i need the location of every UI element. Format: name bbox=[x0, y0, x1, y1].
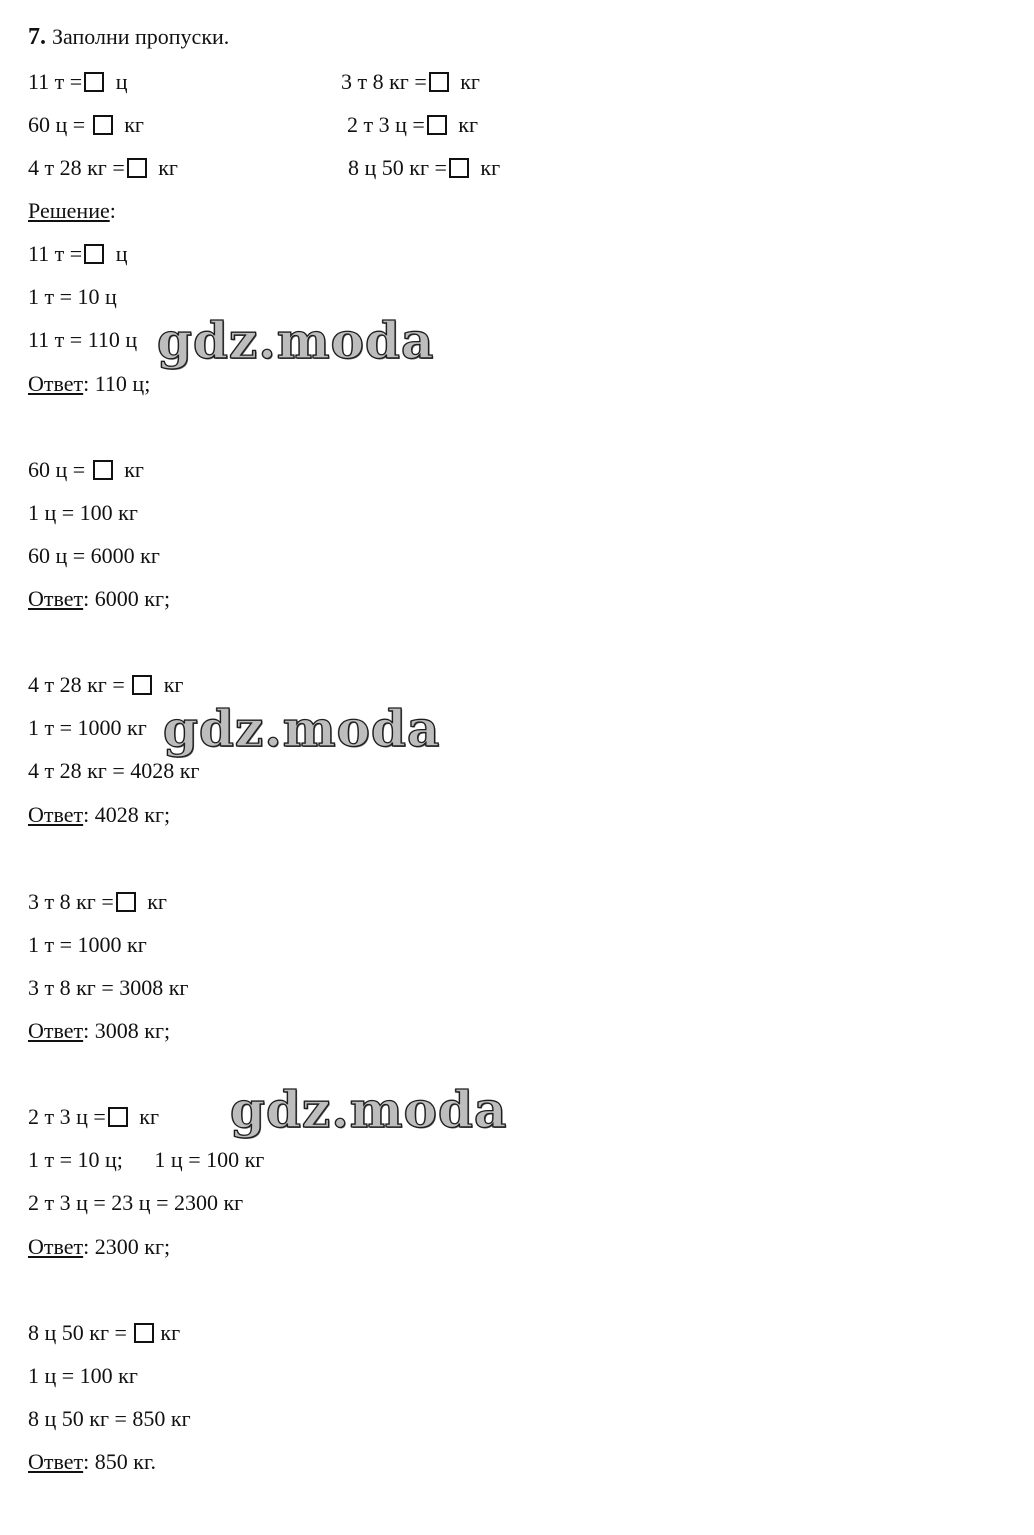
solution-question bbox=[28, 672, 183, 698]
blank-box bbox=[427, 115, 447, 135]
task-unit: кг bbox=[124, 112, 144, 137]
solution-step bbox=[28, 1147, 264, 1173]
answer-line bbox=[28, 371, 150, 397]
step-part: 1 т = 10 ц; bbox=[28, 1147, 123, 1172]
task-unit: кг bbox=[480, 155, 501, 180]
blank-box bbox=[93, 115, 113, 135]
blank-box bbox=[93, 460, 113, 480]
task-expression: 8 ц 50 кг = bbox=[348, 155, 447, 180]
blank-box bbox=[108, 1107, 128, 1127]
task-expression: 4 т 28 кг = bbox=[28, 155, 125, 180]
task-unit: кг bbox=[158, 155, 178, 180]
answer-line bbox=[28, 1449, 156, 1475]
task-unit: кг bbox=[458, 112, 479, 137]
answer-value: : 110 ц; bbox=[83, 371, 151, 396]
solution-step: 1 т = 1000 кг bbox=[28, 932, 147, 957]
question-text: 2 т 3 ц = bbox=[28, 1104, 106, 1129]
task-item bbox=[347, 112, 478, 138]
answer-line bbox=[28, 802, 170, 828]
answer-label: Ответ bbox=[28, 371, 84, 396]
question-text: 11 т = bbox=[28, 241, 83, 266]
task-expression: 3 т 8 кг = bbox=[341, 69, 427, 94]
answer-label: Ответ bbox=[28, 802, 84, 827]
blank-box bbox=[127, 158, 147, 178]
solution-step: 3 т 8 кг = 3008 кг bbox=[28, 975, 189, 1000]
answer-label: Ответ bbox=[28, 1018, 84, 1043]
question-text: 8 ц 50 кг = bbox=[28, 1320, 127, 1345]
solution-step: 4 т 28 кг = 4028 кг bbox=[28, 758, 200, 783]
task-item bbox=[348, 155, 500, 181]
task-item bbox=[28, 155, 178, 181]
solution-question bbox=[28, 889, 167, 915]
answer-line bbox=[28, 586, 170, 612]
watermark: gdz.moda bbox=[230, 1080, 508, 1139]
answer-value: : 3008 кг; bbox=[83, 1018, 171, 1043]
task-item bbox=[28, 69, 128, 95]
question-unit: кг bbox=[147, 889, 167, 914]
solution-question bbox=[28, 1320, 180, 1346]
question-text: 3 т 8 кг = bbox=[28, 889, 114, 914]
solution-step: 1 ц = 100 кг bbox=[28, 1363, 138, 1388]
solution-step: 2 т 3 ц = 23 ц = 2300 кг bbox=[28, 1190, 244, 1215]
question-unit: кг bbox=[160, 1320, 181, 1345]
answer-value: : 6000 кг; bbox=[83, 586, 171, 611]
solution-question bbox=[28, 457, 144, 483]
question-unit: ц bbox=[115, 241, 128, 266]
blank-box bbox=[132, 675, 152, 695]
solution-heading: Решение: bbox=[28, 198, 116, 223]
question-unit: кг bbox=[124, 457, 144, 482]
question-unit: кг bbox=[139, 1104, 160, 1129]
solution-step: 1 т = 1000 кг bbox=[28, 715, 147, 740]
solution-step: 1 ц = 100 кг bbox=[28, 500, 138, 525]
solution-question bbox=[28, 1104, 159, 1130]
task-number: 7. bbox=[28, 24, 46, 50]
solution-step: 60 ц = 6000 кг bbox=[28, 543, 160, 568]
task-item bbox=[28, 112, 144, 138]
task-expression: 11 т = bbox=[28, 69, 83, 94]
step-part: 1 ц = 100 кг bbox=[154, 1147, 265, 1172]
solution-label: Решение bbox=[28, 198, 110, 223]
watermark: gdz.moda bbox=[157, 311, 435, 370]
answer-value: : 2300 кг; bbox=[83, 1234, 171, 1259]
question-text: 60 ц = bbox=[28, 457, 86, 482]
task-unit: кг bbox=[460, 69, 480, 94]
solution-question bbox=[28, 241, 128, 267]
answer-label: Ответ bbox=[28, 586, 84, 611]
answer-value: : 4028 кг; bbox=[83, 802, 171, 827]
answer-label: Ответ bbox=[28, 1449, 84, 1474]
solution-step: 1 т = 10 ц bbox=[28, 284, 117, 309]
answer-line bbox=[28, 1234, 170, 1260]
answer-line bbox=[28, 1018, 170, 1044]
task-item bbox=[341, 69, 480, 95]
task-unit: ц bbox=[115, 69, 128, 94]
watermark: gdz.moda bbox=[163, 699, 441, 758]
blank-box bbox=[134, 1323, 154, 1343]
task-header bbox=[28, 24, 229, 50]
blank-box bbox=[449, 158, 469, 178]
solution-step: 11 т = 110 ц bbox=[28, 327, 138, 352]
blank-box bbox=[116, 892, 136, 912]
blank-box bbox=[84, 72, 104, 92]
question-text: 4 т 28 кг = bbox=[28, 672, 125, 697]
task-expression: 2 т 3 ц = bbox=[347, 112, 425, 137]
answer-value: : 850 кг. bbox=[83, 1449, 156, 1474]
task-title: Заполни пропуски. bbox=[52, 24, 230, 49]
question-unit: кг bbox=[163, 672, 184, 697]
task-expression: 60 ц = bbox=[28, 112, 86, 137]
answer-label: Ответ bbox=[28, 1234, 84, 1259]
blank-box bbox=[429, 72, 449, 92]
blank-box bbox=[84, 244, 104, 264]
solution-step: 8 ц 50 кг = 850 кг bbox=[28, 1406, 191, 1431]
